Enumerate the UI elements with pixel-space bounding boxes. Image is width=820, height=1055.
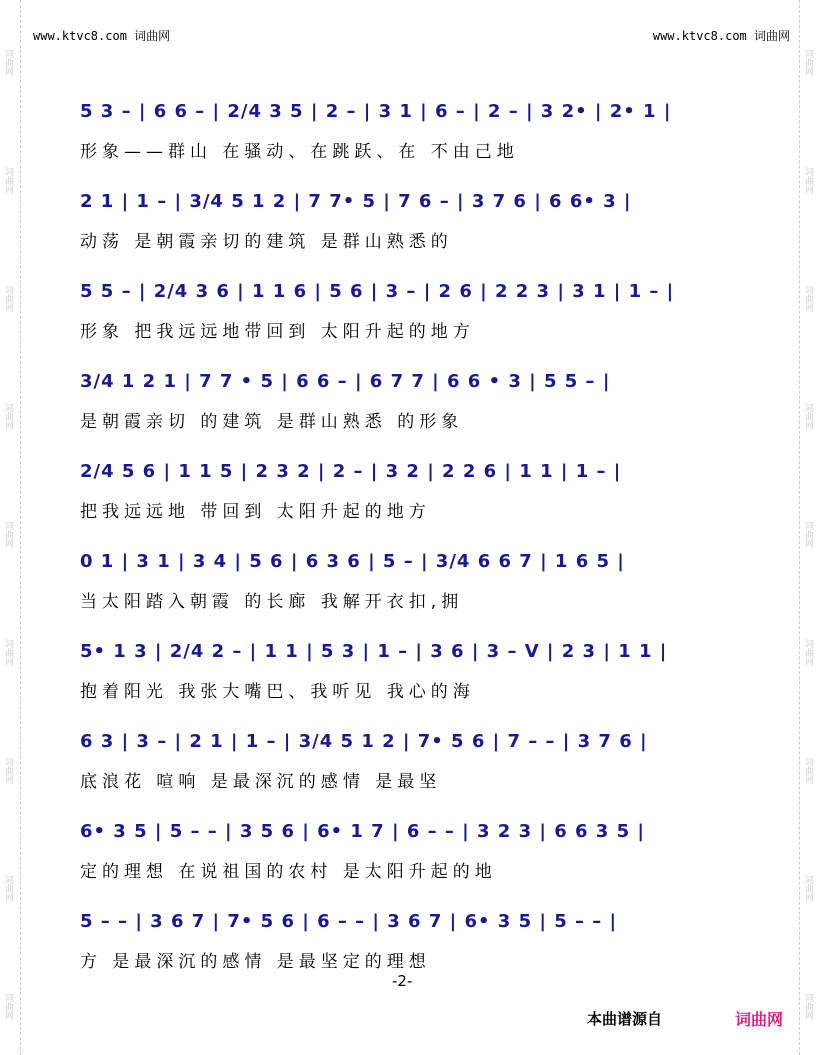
lyric-line: 抱着阳光 我张大嘴巴、我听见 我心的海 [80, 682, 475, 702]
brand-logo-text: 词曲网 [735, 1010, 784, 1029]
notation-line: 6• 3 5 | 5 – – | 3 5 6 | 6• 1 7 | 6 – – | 3 2 3 | 6 6 3 5 | [80, 821, 645, 842]
notation-line: 2 1 | 1 – | 3/4 5 1 2 | 7 7• 5 | 7 6 – | 3 7 6 | 6 6• 3 | [80, 191, 632, 212]
watermark-text: 词曲网 [3, 166, 13, 194]
notation-line: 5 3 – | 6 6 – | 2/4 3 5 | 2 – | 3 1 | 6 – | 2 – | 3 2• | 2• 1 | [80, 101, 672, 122]
page-number: -2- [392, 972, 413, 990]
lyric-line: 动荡 是朝霞亲切的建筑 是群山熟悉的 [80, 232, 453, 252]
header-site-left: www.ktvc8.com 词曲网 [33, 29, 171, 43]
watermark-text: 词曲网 [3, 874, 13, 902]
lyric-line: 形象 把我远远地带回到 太阳升起的地方 [80, 322, 475, 342]
notation-line: 5• 1 3 | 2/4 2 – | 1 1 | 5 3 | 1 – | 3 6 | 3 – V | 2 3 | 1 1 | [80, 641, 668, 662]
watermark-text: 词曲网 [803, 992, 813, 1020]
watermark-text: 词曲网 [3, 520, 13, 548]
right-dashed-border [799, 0, 800, 1055]
watermark-text: 词曲网 [803, 638, 813, 666]
notation-line: 0 1 | 3 1 | 3 4 | 5 6 | 6 3 6 | 5 – | 3/4 6 6 7 | 1 6 5 | [80, 551, 625, 572]
header-site-right: www.ktvc8.com 词曲网 [652, 29, 790, 43]
watermark-text: 词曲网 [3, 284, 13, 312]
watermark-text: 词曲网 [803, 756, 813, 784]
watermark-text: 词曲网 [3, 992, 13, 1020]
watermark-text: 词曲网 [3, 48, 13, 76]
watermark-text: 词曲网 [803, 874, 813, 902]
lyric-line: 方 是最深沉的感情 是最坚定的理想 [80, 952, 431, 972]
lyric-line: 形象——群山 在骚动、在跳跃、在 不由己地 [80, 142, 519, 162]
watermark-text: 词曲网 [803, 48, 813, 76]
left-dashed-border [20, 0, 21, 1055]
watermark-text: 词曲网 [803, 166, 813, 194]
watermark-text: 词曲网 [803, 402, 813, 430]
watermark-text: 词曲网 [803, 520, 813, 548]
lyric-line: 是朝霞亲切 的建筑 是群山熟悉 的形象 [80, 412, 464, 432]
notation-line: 3/4 1 2 1 | 7 7 • 5 | 6 6 – | 6 7 7 | 6 6 • 3 | 5 5 – | [80, 371, 611, 392]
right-watermark-strip [802, 0, 818, 1055]
notation-line: 5 5 – | 2/4 3 6 | 1 1 6 | 5 6 | 3 – | 2 6 | 2 2 3 | 3 1 | 1 – | [80, 281, 675, 302]
left-watermark-strip [2, 0, 18, 1055]
notation-line: 2/4 5 6 | 1 1 5 | 2 3 2 | 2 – | 3 2 | 2 2 6 | 1 1 | 1 – | [80, 461, 622, 482]
lyric-line: 底浪花 喧响 是最深沉的感情 是最坚 [80, 772, 442, 792]
watermark-text: 词曲网 [3, 638, 13, 666]
lyric-line: 把我远远地 带回到 太阳升起的地方 [80, 502, 431, 522]
watermark-text: 词曲网 [3, 756, 13, 784]
source-label: 本曲谱源自 [587, 1010, 663, 1028]
lyric-line: 定的理想 在说祖国的农村 是太阳升起的地 [80, 862, 497, 882]
watermark-text: 词曲网 [803, 284, 813, 312]
lyric-line: 当太阳踏入朝霞 的长廊 我解开衣扣,拥 [80, 592, 464, 612]
notation-line: 5 – – | 3 6 7 | 7• 5 6 | 6 – – | 3 6 7 | 6• 3 5 | 5 – – | [80, 911, 618, 932]
watermark-text: 词曲网 [3, 402, 13, 430]
notation-line: 6 3 | 3 – | 2 1 | 1 – | 3/4 5 1 2 | 7• 5 6 | 7 – – | 3 7 6 | [80, 731, 648, 752]
